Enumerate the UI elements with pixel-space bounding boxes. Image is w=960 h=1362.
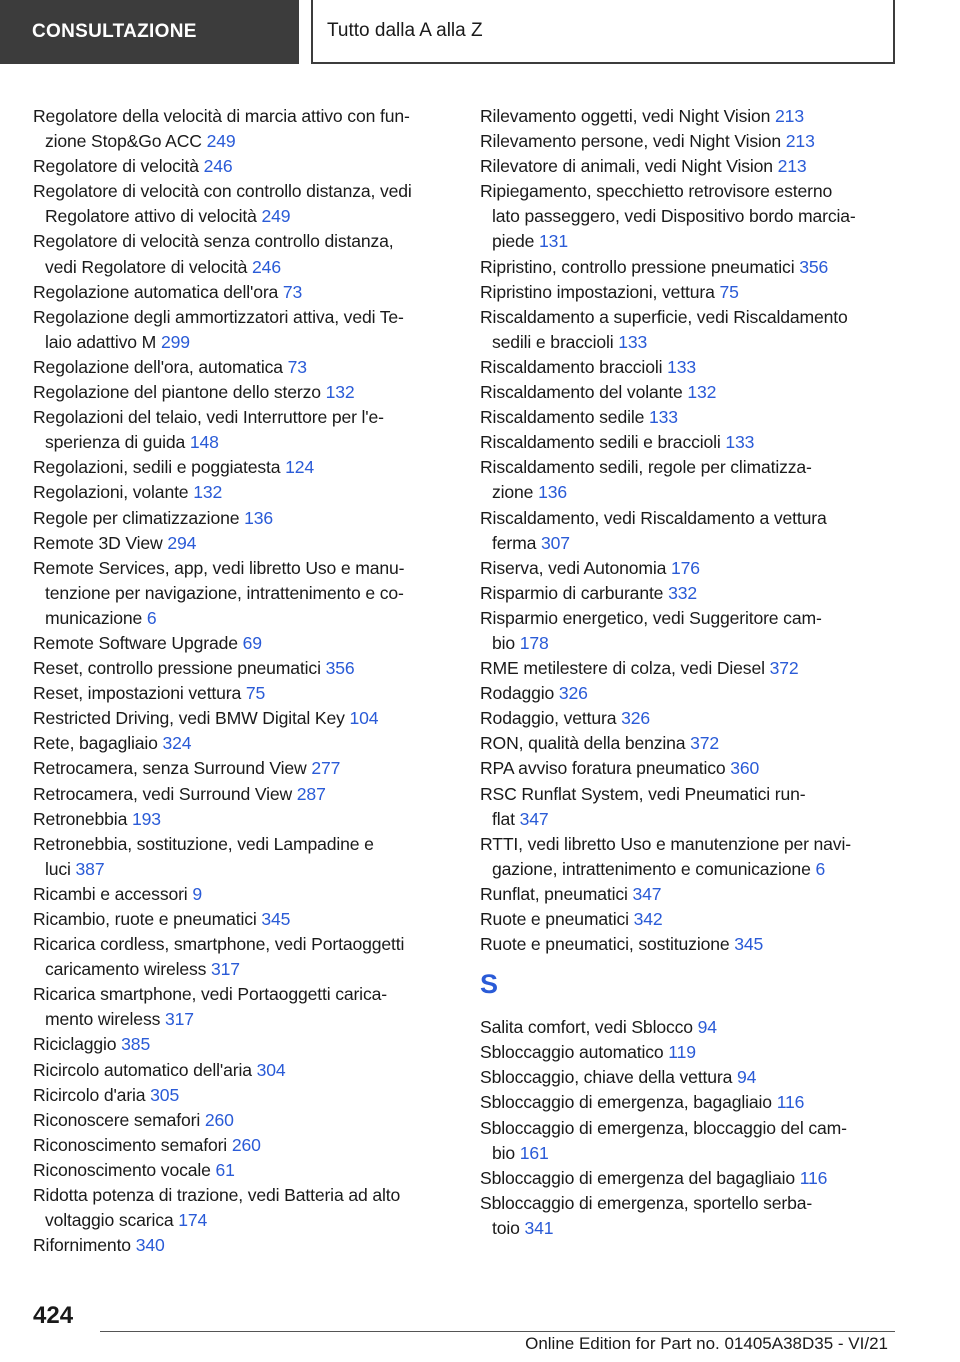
page-link[interactable]: 260 — [204, 1109, 234, 1130]
index-entry — [33, 932, 453, 982]
entry-text: Ricircolo d'aria — [33, 1084, 151, 1105]
page-link[interactable]: 75 — [245, 683, 266, 704]
entry-text: Riconoscere semafori — [33, 1109, 205, 1130]
entry-text: Regolazione del piantone dello sterzo — [33, 382, 326, 403]
index-entry — [480, 455, 910, 505]
page-link[interactable]: 356 — [325, 658, 355, 679]
entry-text: Runflat, pneumatici — [480, 883, 633, 904]
index-entry — [480, 280, 910, 305]
entry-text: municazione — [45, 607, 147, 628]
page-link[interactable]: 299 — [160, 331, 190, 352]
entry-text: Riscaldamento del volante — [480, 382, 688, 403]
entry-text: Sbloccaggio automatico — [480, 1042, 669, 1063]
index-entry — [480, 882, 910, 907]
index-entry — [480, 179, 910, 254]
page-link[interactable]: 213 — [785, 131, 815, 152]
index-entry — [33, 832, 453, 882]
index-entry — [480, 1090, 910, 1115]
page-link[interactable]: 347 — [519, 808, 549, 829]
page-link[interactable]: 9 — [192, 883, 202, 904]
index-entry — [480, 104, 910, 129]
entry-text: Ricambio, ruote e pneumatici — [33, 909, 262, 929]
index-entry — [480, 430, 910, 455]
index-entry — [33, 656, 453, 681]
entry-text: caricamento wireless — [45, 959, 212, 980]
footer-divider — [100, 1331, 895, 1332]
entry-text: Riscaldamento braccioli — [480, 356, 668, 377]
entry-text: zione Stop&Go ACC — [45, 131, 207, 152]
page-link[interactable]: 94 — [737, 1067, 757, 1088]
index-entry — [33, 405, 453, 455]
entry-text: Rodaggio — [480, 683, 559, 704]
section-letter: S — [480, 969, 499, 1000]
index-entry — [480, 581, 910, 606]
index-column-left — [33, 104, 453, 1258]
page-link[interactable]: 136 — [538, 482, 567, 503]
entry-text: RON, qualità della benzina — [480, 733, 691, 754]
index-entry — [33, 882, 453, 907]
index-entry — [33, 1133, 453, 1158]
index-entry — [33, 154, 453, 179]
entry-text: Riserva, vedi Autonomia — [480, 557, 672, 578]
entry-text: gazione, intrattenimento e comunicazione — [492, 858, 816, 879]
index-entry — [480, 1116, 910, 1166]
page-link[interactable]: 372 — [690, 733, 720, 754]
section-title: CONSULTAZIONE — [0, 0, 299, 64]
entry-text: Regole per climatizzazione — [33, 507, 245, 528]
entry-text: Risparmio energetico, vedi Suggeritore cam- — [480, 607, 822, 628]
index-entry — [33, 1183, 453, 1233]
index-entry — [33, 631, 453, 656]
entry-text: Risparmio di carburante — [480, 582, 669, 603]
entry-text: Ruote e pneumatici, sostituzione — [480, 934, 735, 955]
index-entry — [33, 982, 453, 1032]
entry-text: Remote Services, app, vedi libretto Uso e manu- — [33, 557, 405, 578]
page-link[interactable]: 326 — [558, 683, 588, 704]
page-link[interactable]: 305 — [150, 1084, 180, 1105]
entry-text: Regolatore di velocità senza controllo distanza, — [33, 231, 394, 252]
index-entry — [480, 1191, 910, 1241]
page-link[interactable]: 287 — [296, 783, 326, 804]
page-link[interactable]: 73 — [282, 281, 303, 302]
entry-text: piede — [492, 231, 540, 252]
entry-text: Regolatore di velocità con controllo distanza, vedi — [33, 181, 412, 202]
page-link[interactable]: 133 — [648, 407, 678, 428]
entry-text: RME metilestere di colza, vedi Diesel — [480, 658, 770, 679]
entry-text: Regolazioni, sedili e poggiatesta — [33, 457, 286, 478]
index-entry — [33, 480, 453, 505]
entry-text: Regolatore della velocità di marcia attivo con fun- — [33, 106, 410, 126]
entry-text: Riconoscimento semafori — [33, 1134, 232, 1155]
index-entry — [33, 556, 453, 631]
entry-text: Retronebbia — [33, 808, 132, 829]
page-link[interactable]: 213 — [775, 106, 804, 126]
index-entry — [480, 154, 910, 179]
page-link[interactable]: 124 — [285, 457, 315, 478]
page-link[interactable]: 307 — [540, 532, 570, 553]
page-link[interactable]: 116 — [799, 1167, 828, 1188]
entry-text: Regolazione dell'ora, automatica — [33, 356, 288, 377]
page-link[interactable]: 385 — [121, 1034, 151, 1055]
entry-text: Riconoscimento vocale — [33, 1159, 216, 1180]
index-entry — [33, 1058, 453, 1083]
page-link[interactable]: 260 — [231, 1134, 261, 1155]
page-link[interactable]: 277 — [311, 758, 341, 779]
page-link[interactable]: 249 — [206, 131, 236, 152]
page-link[interactable]: 133 — [667, 356, 696, 377]
index-entry — [33, 1032, 453, 1057]
entry-text: Rilevamento persone, vedi Night Vision — [480, 131, 786, 152]
index-entry — [33, 355, 453, 380]
entry-text: bio — [492, 1142, 520, 1163]
page-link[interactable]: 345 — [261, 909, 291, 929]
index-entries-s — [480, 1015, 910, 1241]
entry-text: Ridotta potenza di trazione, vedi Batteria ad alto — [33, 1185, 401, 1206]
page-link[interactable]: 356 — [799, 256, 829, 277]
page-link[interactable]: 213 — [777, 156, 807, 177]
index-entry — [480, 556, 910, 581]
index-entry — [480, 932, 910, 957]
entry-text: laio adattivo M — [45, 331, 161, 352]
entry-text: Ripiegamento, specchietto retrovisore esterno — [480, 181, 833, 202]
index-entry — [33, 1083, 453, 1108]
entry-text: Ruote e pneumatici — [480, 909, 634, 929]
entry-text: luci — [45, 858, 76, 879]
topic-title: Tutto dalla A alla Z — [311, 0, 895, 64]
page-link[interactable]: 176 — [671, 557, 700, 578]
page-header — [0, 0, 960, 66]
page-link[interactable]: 132 — [687, 382, 717, 403]
entry-text: Regolazione automatica dell'ora — [33, 281, 283, 302]
entry-text: mento wireless — [45, 1009, 165, 1030]
page-link[interactable]: 133 — [618, 331, 648, 352]
entry-text: Retrocamera, senza Surround View — [33, 758, 312, 779]
page-link[interactable]: 94 — [697, 1017, 717, 1038]
index-entry — [480, 656, 910, 681]
index-entries-r — [480, 104, 910, 957]
entry-text: RSC Runflat System, vedi Pneumatici run- — [480, 783, 806, 804]
entry-text: Rilevamento oggetti, vedi Night Vision — [480, 106, 776, 126]
entry-text: Retronebbia, sostituzione, vedi Lampadine e — [33, 833, 374, 854]
page-link[interactable]: 131 — [539, 231, 568, 252]
entry-text: Retrocamera, vedi Surround View — [33, 783, 297, 804]
entry-text: Riciclaggio — [33, 1034, 122, 1055]
page-link[interactable]: 161 — [519, 1142, 549, 1163]
entry-text: Salita comfort, vedi Sblocco — [480, 1017, 698, 1038]
index-entry — [33, 305, 453, 355]
entry-text: Ricarica cordless, smartphone, vedi Portaoggetti — [33, 934, 405, 955]
entry-text: Ricircolo automatico dell'aria — [33, 1059, 257, 1080]
entry-text: sperienza di guida — [45, 432, 190, 453]
index-entry — [33, 706, 453, 731]
page-link[interactable]: 345 — [734, 934, 764, 955]
index-entry — [33, 807, 453, 832]
entry-text: Ripristino impostazioni, vettura — [480, 281, 720, 302]
index-entry — [480, 731, 910, 756]
index-entry — [33, 179, 453, 229]
index-column-right — [480, 104, 910, 1241]
page-link[interactable]: 372 — [769, 658, 799, 679]
entry-text: lato passeggero, vedi Dispositivo bordo marcia- — [492, 206, 856, 227]
entry-text: Rete, bagagliaio — [33, 733, 163, 754]
page-link[interactable]: 174 — [178, 1210, 208, 1231]
index-entry — [480, 1040, 910, 1065]
page-link[interactable]: 360 — [730, 758, 760, 779]
index-entry — [480, 1166, 910, 1191]
entry-text: Riscaldamento sedili, regole per climatizza- — [480, 457, 812, 478]
entry-text: Riscaldamento a superficie, vedi Riscaldamento — [480, 306, 848, 327]
index-entry — [33, 506, 453, 531]
page-link[interactable]: 342 — [633, 909, 663, 929]
page-link[interactable]: 116 — [776, 1092, 805, 1113]
index-entry — [33, 455, 453, 480]
entry-text: Rifornimento — [33, 1235, 136, 1256]
index-entry — [480, 756, 910, 781]
entry-text: tenzione per navigazione, intrattenimento e co- — [45, 582, 404, 603]
entry-text: Ricarica smartphone, vedi Portaoggetti carica- — [33, 984, 387, 1005]
index-entry — [480, 380, 910, 405]
index-entry — [480, 129, 910, 154]
index-entry — [480, 681, 910, 706]
index-entry — [33, 756, 453, 781]
index-entry — [33, 731, 453, 756]
entry-text: Riscaldamento sedile — [480, 407, 649, 428]
index-entry — [33, 1233, 453, 1258]
page-link[interactable]: 294 — [167, 532, 197, 553]
entry-text: Remote 3D View — [33, 532, 168, 553]
page-link[interactable]: 178 — [519, 632, 549, 653]
entry-text: Sbloccaggio di emergenza, bagagliaio — [480, 1092, 777, 1113]
entry-text: flat — [492, 808, 520, 829]
page-link[interactable]: 193 — [131, 808, 161, 829]
index-entry — [480, 355, 910, 380]
page-link[interactable]: 119 — [668, 1042, 696, 1063]
page-link[interactable]: 136 — [244, 507, 273, 528]
entry-text: Reset, impostazioni vettura — [33, 683, 246, 704]
index-entry — [33, 280, 453, 305]
entry-text: Sbloccaggio di emergenza, sportello serba- — [480, 1192, 813, 1213]
page-link[interactable]: 246 — [203, 156, 233, 177]
entry-text: Ripristino, controllo pressione pneumatici — [480, 256, 800, 277]
edition-info: Online Edition for Part no. 01405A38D35 - VI/21 — [525, 1334, 888, 1353]
page-link[interactable]: 304 — [256, 1059, 286, 1080]
entry-text: bio — [492, 632, 520, 653]
entry-text: Sbloccaggio di emergenza, bloccaggio del cam- — [480, 1117, 847, 1138]
index-entry — [480, 1015, 910, 1040]
index-entry — [480, 782, 910, 832]
page-link[interactable]: 317 — [211, 959, 240, 980]
entry-text: Restricted Driving, vedi BMW Digital Key — [33, 708, 350, 729]
entry-text: Rodaggio, vettura — [480, 708, 622, 729]
page-number: 424 — [33, 1302, 74, 1329]
page-link[interactable]: 133 — [725, 432, 755, 453]
index-entry — [480, 606, 910, 656]
entry-text: Regolatore attivo di velocità — [45, 206, 262, 227]
index-entry — [33, 681, 453, 706]
index-entry — [480, 1065, 910, 1090]
entry-text: RPA avviso foratura pneumatico — [480, 758, 731, 779]
entry-text: Reset, controllo pressione pneumatici — [33, 658, 326, 679]
page-link[interactable]: 75 — [719, 281, 739, 302]
page-link[interactable]: 249 — [261, 206, 291, 227]
page-link[interactable]: 104 — [349, 708, 379, 729]
page-link[interactable]: 347 — [632, 883, 662, 904]
index-entry — [33, 104, 453, 154]
index-entry — [33, 531, 453, 556]
entry-text: voltaggio scarica — [45, 1210, 179, 1231]
index-entry — [33, 380, 453, 405]
page-link[interactable]: 341 — [524, 1217, 554, 1238]
page-link[interactable]: 340 — [135, 1235, 165, 1256]
page-link[interactable]: 132 — [193, 482, 223, 503]
index-entry — [480, 255, 910, 280]
page-link[interactable]: 387 — [75, 858, 105, 879]
page-link[interactable]: 326 — [621, 708, 650, 729]
page-link[interactable]: 332 — [668, 582, 697, 603]
page-link[interactable]: 6 — [146, 607, 157, 628]
entry-text: sedili e braccioli — [492, 331, 619, 352]
index-entry — [33, 1158, 453, 1183]
index-entry — [33, 229, 453, 279]
entry-text: Rilevatore di animali, vedi Night Vision — [480, 156, 778, 177]
index-entry — [480, 832, 910, 882]
entry-text: Regolazioni del telaio, vedi Interruttore per l'e- — [33, 407, 384, 428]
page-link[interactable]: 246 — [252, 256, 281, 277]
index-entry — [480, 907, 910, 932]
entry-text: ferma — [492, 532, 541, 553]
index-entry — [480, 405, 910, 430]
index-entry — [480, 305, 910, 355]
entry-text: Regolazione degli ammortizzatori attiva, vedi Te- — [33, 306, 404, 327]
index-entry — [33, 782, 453, 807]
entry-text: zione — [492, 482, 539, 503]
entry-text: RTTI, vedi libretto Uso e manutenzione per navi- — [480, 833, 851, 854]
page-link[interactable]: 317 — [164, 1009, 194, 1030]
entry-text: vedi Regolatore di velocità — [45, 256, 253, 277]
page-link[interactable]: 61 — [215, 1159, 235, 1180]
entry-text: Riscaldamento, vedi Riscaldamento a vettura — [480, 507, 827, 528]
entry-text: Sbloccaggio, chiave della vettura — [480, 1067, 738, 1088]
index-entry — [480, 706, 910, 731]
entry-text: toio — [492, 1217, 525, 1238]
page-link[interactable]: 69 — [242, 632, 262, 653]
entry-text: Sbloccaggio di emergenza del bagagliaio — [480, 1167, 800, 1188]
entry-text: Remote Software Upgrade — [33, 632, 243, 653]
entry-text: Regolazioni, volante — [33, 482, 194, 503]
entry-text: Riscaldamento sedili e braccioli — [480, 432, 726, 453]
page-link[interactable]: 324 — [162, 733, 192, 754]
page-link[interactable]: 132 — [325, 382, 355, 403]
entry-text: Regolatore di velocità — [33, 156, 204, 177]
page-link[interactable]: 73 — [287, 356, 307, 377]
index-entry — [33, 1108, 453, 1133]
page-link[interactable]: 148 — [189, 432, 219, 453]
entry-text: Ricambi e accessori — [33, 883, 193, 904]
index-entry — [480, 506, 910, 556]
page-link[interactable]: 6 — [815, 858, 826, 879]
index-entry — [33, 907, 453, 932]
